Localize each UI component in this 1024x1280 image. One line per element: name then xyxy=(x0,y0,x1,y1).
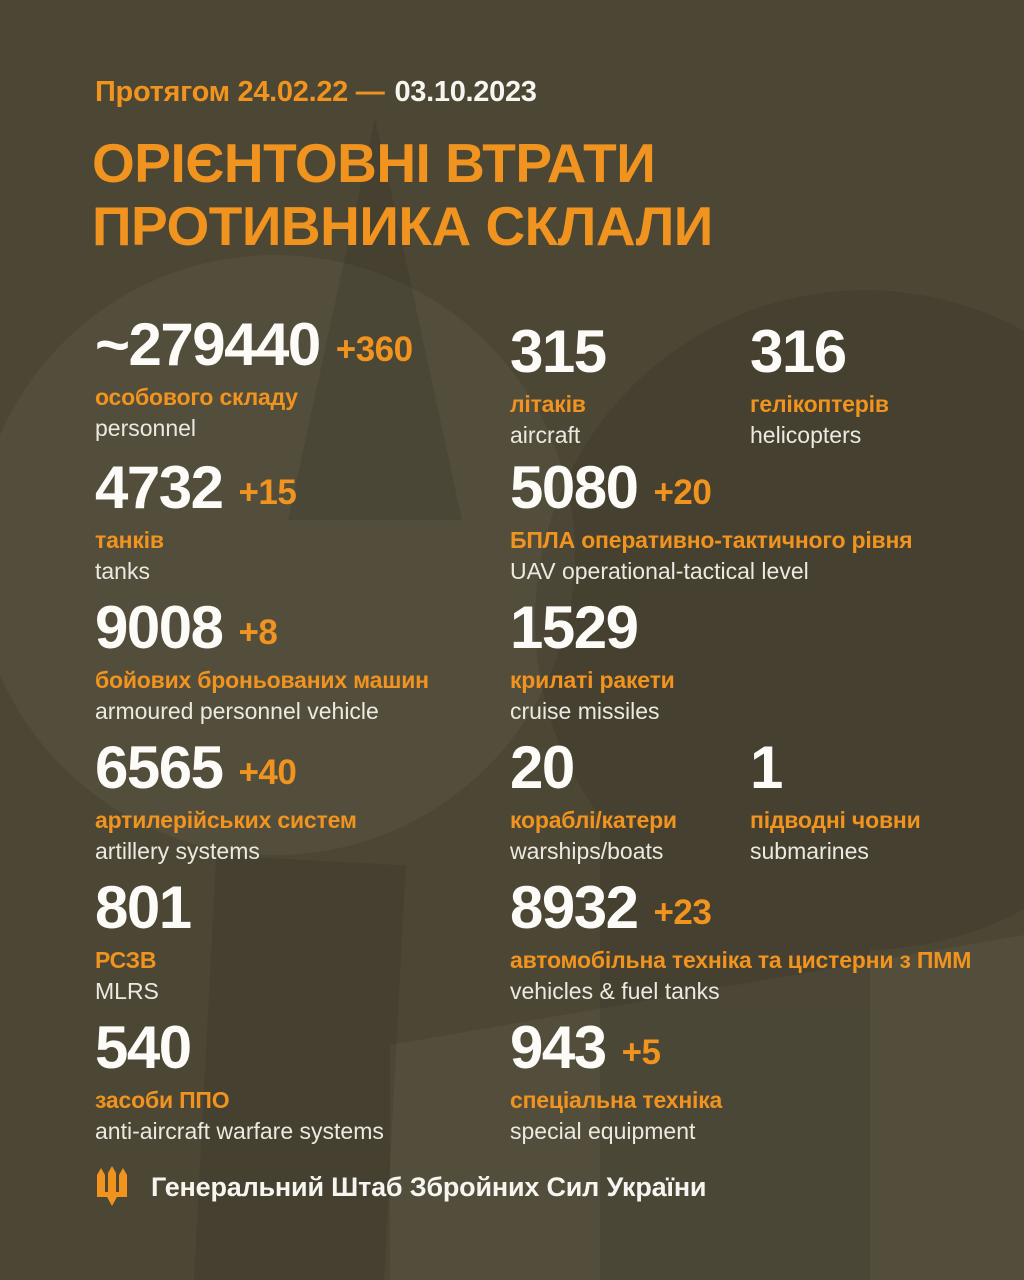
stat-label-ua: гелікоптерів xyxy=(750,391,889,417)
stat-label-ua: РСЗВ xyxy=(95,947,157,973)
stat-label-ua: БПЛА оперативно-тактичного рівня xyxy=(510,527,913,553)
stat-label-en: armoured personnel vehicle xyxy=(95,697,379,724)
page-title-line2: ПРОТИВНИКА СКЛАЛИ xyxy=(92,195,713,258)
stat-label-en: personnel xyxy=(95,414,197,441)
stat-number-row xyxy=(510,454,912,521)
stat-number-row xyxy=(510,318,606,385)
stat-label-en: MLRS xyxy=(95,977,159,1004)
stat-value: 1529 xyxy=(510,594,638,661)
stat-label-en: tanks xyxy=(95,557,150,584)
stat-label-ua: танків xyxy=(95,527,164,553)
stat-label-ua: спеціальна техніка xyxy=(510,1087,723,1113)
period-prefix: Протягом 24.02.22 — xyxy=(95,76,385,108)
stat-value: 8932 xyxy=(510,874,638,941)
stat-block xyxy=(510,594,675,725)
stat-number-row xyxy=(95,594,429,661)
stat-number-row xyxy=(95,1014,384,1081)
stat-block xyxy=(95,874,191,1005)
stat-block xyxy=(510,734,677,865)
stat-delta: +20 xyxy=(653,473,712,512)
stat-block xyxy=(510,454,913,585)
stat-value: 540 xyxy=(95,1014,191,1081)
stat-delta: +40 xyxy=(238,753,297,792)
stat-delta: +15 xyxy=(238,473,297,512)
stat-block xyxy=(95,311,413,442)
stat-label-en: aircraft xyxy=(510,421,581,448)
page-title xyxy=(92,132,713,259)
stat-value: 315 xyxy=(510,318,606,385)
stat-delta: +360 xyxy=(335,330,413,369)
footer-org-name: Генеральний Штаб Збройних Сил України xyxy=(151,1171,707,1202)
stat-block xyxy=(95,454,297,585)
stat-value: 20 xyxy=(510,734,574,801)
stat-block xyxy=(510,318,606,449)
stat-label-en: UAV operational-tactical level xyxy=(510,557,809,584)
stat-block xyxy=(95,1014,384,1145)
stat-delta: +23 xyxy=(653,893,712,932)
stat-number-row xyxy=(510,874,971,941)
stat-delta: +8 xyxy=(238,613,278,652)
stat-label-ua: засоби ППО xyxy=(95,1087,230,1113)
stat-label-en: cruise missiles xyxy=(510,697,660,724)
stat-number-row xyxy=(750,318,889,385)
stat-number-row xyxy=(510,594,675,661)
stat-number-row xyxy=(95,734,357,801)
stat-value: 6565 xyxy=(95,734,223,801)
stat-block xyxy=(510,874,972,1005)
stat-label-ua: особового складу xyxy=(95,384,298,410)
stat-block xyxy=(750,734,921,865)
footer xyxy=(95,1165,706,1209)
report-date: 03.10.2023 xyxy=(394,76,537,108)
stat-value: 801 xyxy=(95,874,191,941)
stat-number-row xyxy=(510,1014,722,1081)
stat-number-row xyxy=(510,734,677,801)
stat-label-ua: кораблі/катери xyxy=(510,807,677,833)
report-period xyxy=(95,76,537,109)
page-title-line1: ОРІЄНТОВНІ ВТРАТИ xyxy=(92,132,656,194)
stat-value: 316 xyxy=(750,318,846,385)
stat-label-ua: бойових броньованих машин xyxy=(95,667,429,693)
stat-number-row xyxy=(750,734,921,801)
stat-block xyxy=(750,318,889,449)
stat-value: ~279440 xyxy=(95,311,320,378)
stat-label-ua: артилерійських систем xyxy=(95,807,357,833)
stat-label-ua: крилаті ракети xyxy=(510,667,675,693)
stat-number-row xyxy=(95,874,191,941)
stat-block xyxy=(95,594,429,725)
stat-label-en: special equipment xyxy=(510,1117,696,1144)
stat-value: 5080 xyxy=(510,454,638,521)
stat-value: 9008 xyxy=(95,594,223,661)
stat-label-en: warships/boats xyxy=(510,837,664,864)
stat-value: 4732 xyxy=(95,454,223,521)
stat-delta: +5 xyxy=(621,1033,661,1072)
stat-number-row xyxy=(95,454,297,521)
stat-value: 1 xyxy=(750,734,782,801)
stat-value: 943 xyxy=(510,1014,606,1081)
stat-label-en: artillery systems xyxy=(95,837,260,864)
stat-block xyxy=(95,734,357,865)
stat-block xyxy=(510,1014,723,1145)
stat-label-ua: підводні човни xyxy=(750,807,921,833)
stat-number-row xyxy=(95,311,413,378)
stat-label-en: helicopters xyxy=(750,421,862,448)
stat-label-ua: літаків xyxy=(510,391,586,417)
stat-label-en: submarines xyxy=(750,837,869,864)
stat-label-ua: автомобільна техніка та цистерни з ПММ xyxy=(510,947,972,973)
trident-icon xyxy=(95,1165,129,1209)
stat-label-en: vehicles & fuel tanks xyxy=(510,977,720,1004)
stat-label-en: anti-aircraft warfare systems xyxy=(95,1117,384,1144)
